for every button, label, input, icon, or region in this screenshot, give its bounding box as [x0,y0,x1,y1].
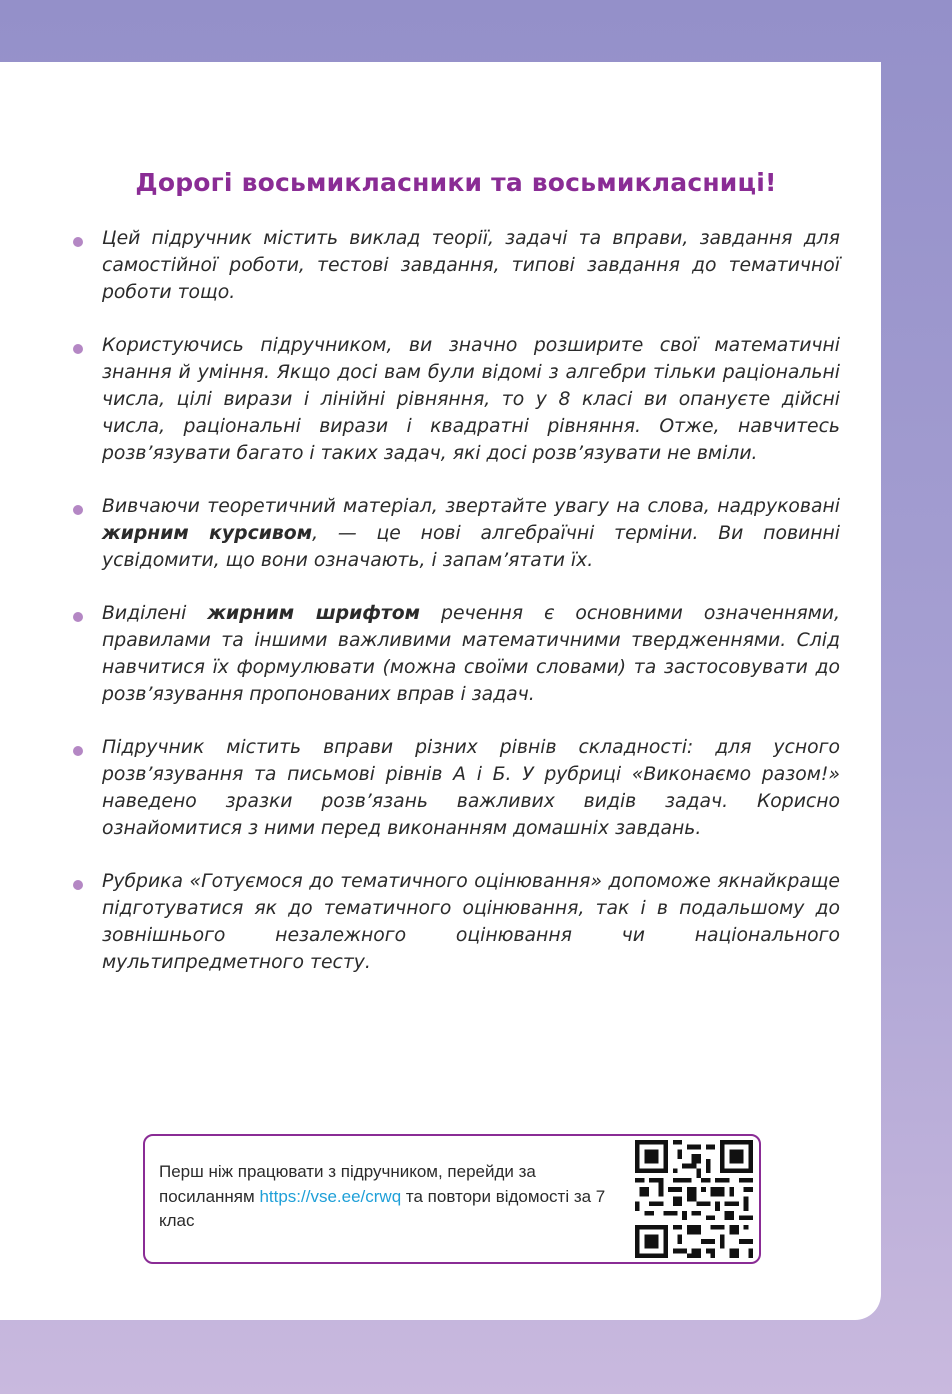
list-item [70,734,840,842]
paragraph-text: Рубрика «Готуємося до тематичного оцінювання» допоможе якнайкраще підготуватися як до тематичного оцінювання, так і в подальшому до зовнішнього незалежного оцінювання чи національного мультипредметного тесту. [102,871,840,973]
bullet-icon [73,612,83,622]
info-box [143,1134,761,1264]
bullet-icon [73,344,83,354]
paragraph-text: Користуючись підручником, ви значно розширите свої математичні знання й уміння. Якщо досі вам були відомі з алгебри тільки раціональні числа, цілі вирази і лінійні рівняння, то у 8 класі ви опануєте дійсні числа, раціональні вирази і квадратні рівняння. Отже, навчитесь розв’язувати багато і таких задач, які досі розв’язувати не вміли. [102,335,840,464]
paragraph-text: Вивчаючи теоретичний матеріал, звертайте увагу на слова, надруковані жирним курсивом, — це нові алгебраїчні терміни. Ви повинні усвідомити, що вони означають, і запам’ятати їх. [102,496,841,571]
list-item [70,868,840,976]
bullet-icon [73,880,83,890]
bullet-icon [73,505,83,515]
paragraph-text: Підручник містить вправи різних рівнів складності: для усного розв’язування та письмові рівнів А і Б. У рубриці «Виконаємо разом!» наведено зразки розв’язань важливих видів задач. Корисно ознайомитися з ними перед виконанням домашніх завдань. [102,737,840,839]
info-text: Перш ніж працювати з підручником, перейди за посиланням https://vse.ee/crwq та повтори відомості за 7 клас [159,1162,606,1230]
list-item [70,332,840,467]
list-item [70,600,840,708]
list-item [70,225,840,306]
paragraph-text: Виділені жирним шрифтом речення є основними означеннями, правилами та іншими важливими математичними твердженнями. Слід навчитися їх формулювати (можна своїми словами) та застосовувати до розв’язування пропонованих вправ і задач. [102,603,840,705]
bold-italic-term: жирним курсивом [102,523,313,544]
bold-term: жирним шрифтом [207,603,421,624]
info-link[interactable]: https://vse.ee/crwq [259,1186,402,1206]
paragraph-text: Цей підручник містить виклад теорії, задачі та вправи, завдання для самостійної роботи, тестові завдання, типові завдання до тематичної роботи тощо. [102,228,840,303]
page-title: Дорогі восьмикласники та восьмикласниці! [135,168,777,197]
qr-code-icon[interactable] [635,1140,753,1258]
bullet-icon [73,237,83,247]
bullet-list [70,225,840,1002]
bullet-icon [73,746,83,756]
list-item [70,493,840,574]
page-sheet [0,62,881,1320]
